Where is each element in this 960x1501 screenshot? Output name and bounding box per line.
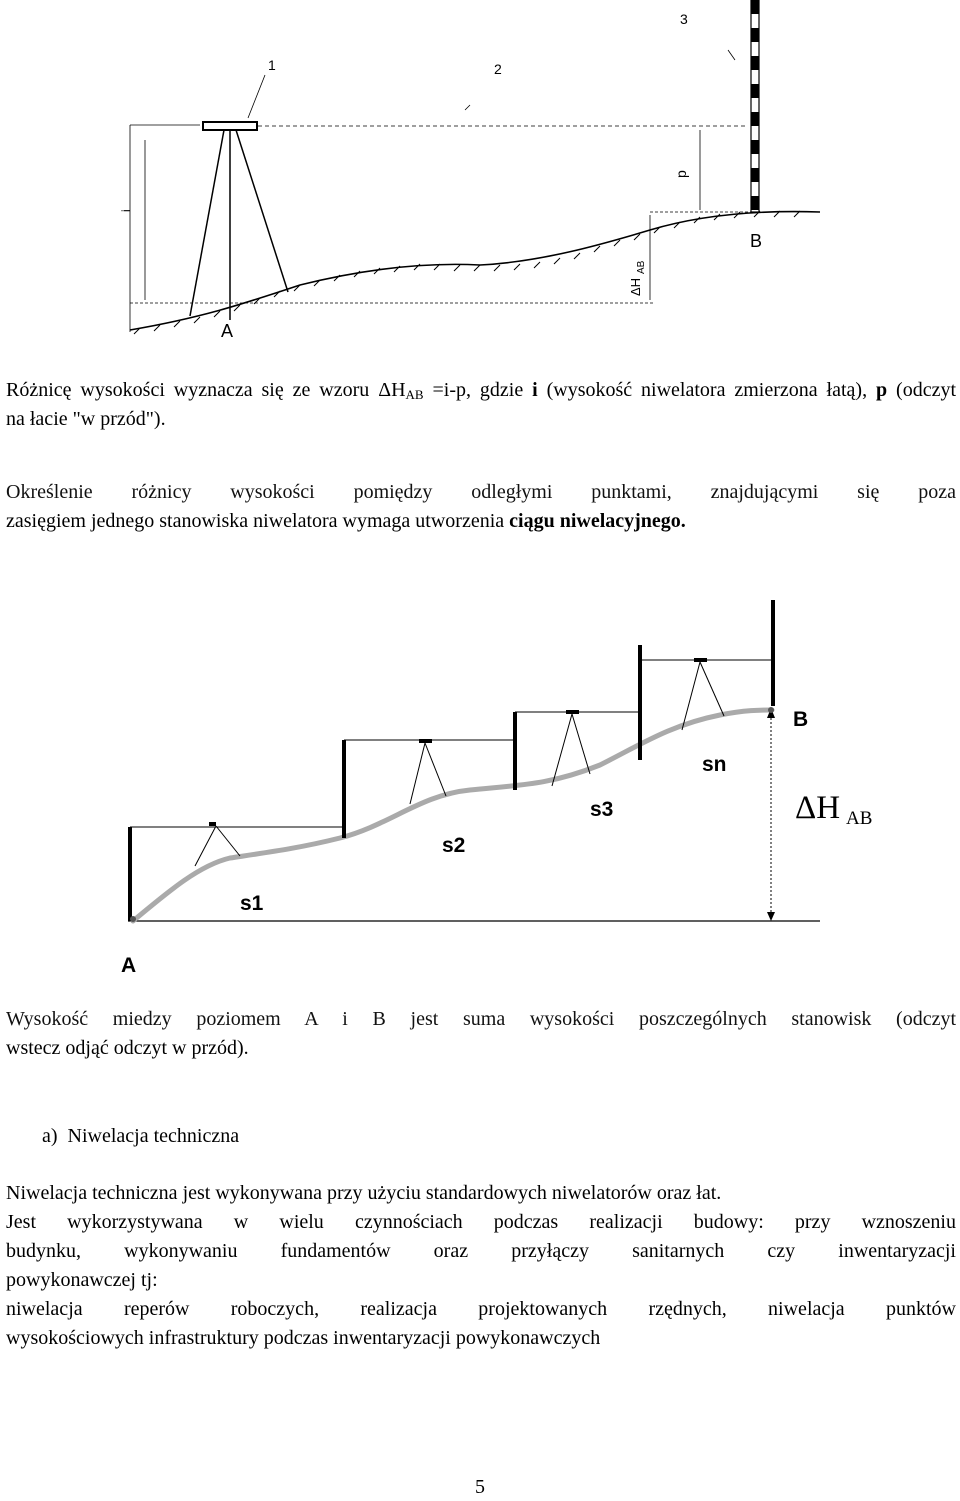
- traverse-paragraph-cont: zasięgiem jednego stanowiska niwelatora wymaga utworzenia ciągu niwelacyjnego.: [6, 510, 686, 532]
- formula-paragraph: Różnicę wysokości wyznacza się ze wzoru $\Delta H_{AB} =i-p$, gdzie i (wysokość niwelatora zmierzona łatą), p (odczyt: [6, 379, 957, 402]
- label-3: 3: [680, 11, 688, 27]
- section-heading: [42, 1122, 960, 1151]
- label-dh-sub: AB: [846, 808, 873, 829]
- sum-paragraph: Wysokość miedzy poziomem A i B jest suma wysokości poszczególnych stanowisk (odczyt: [6, 1008, 956, 1030]
- label-2: 2: [494, 61, 502, 77]
- label-sn: sn: [702, 753, 727, 776]
- leveling-diagram-single: [0, 0, 960, 345]
- technical-leveling-paragraph-4: powykonawczej tj:: [6, 1269, 158, 1291]
- traverse-paragraph: Określenie różnicy wysokości pomiędzy odległymi punktami, znajdującymi się poza: [6, 481, 956, 503]
- label-dh-sub: AB: [636, 260, 647, 274]
- section-marker: a): [42, 1125, 58, 1147]
- label-s3: s3: [590, 798, 614, 821]
- label-point-b: B: [793, 708, 809, 731]
- technical-leveling-paragraph-6: wysokościowych infrastruktury podczas inwentaryzacji powykonawczych: [6, 1327, 601, 1349]
- label-point-b: B: [750, 231, 763, 251]
- label-point-a: A: [221, 321, 234, 341]
- technical-leveling-paragraph: Niwelacja techniczna jest wykonywana przy użyciu standardowych niwelatorów oraz łat.: [6, 1182, 722, 1204]
- label-s2: s2: [442, 834, 466, 857]
- label-i: i: [119, 209, 133, 212]
- label-1: 1: [268, 57, 276, 73]
- traverse-term: ciągu niwelacyjnego.: [509, 510, 686, 532]
- label-s1: s1: [240, 892, 264, 915]
- section-title: Niwelacja techniczna: [67, 1125, 240, 1147]
- technical-leveling-paragraph-5: niwelacja reperów roboczych, realizacja projektowanych rzędnych, niwelacja punktów: [6, 1298, 956, 1320]
- leveling-traverse-diagram: [0, 590, 960, 980]
- label-p: p: [673, 170, 689, 178]
- delta-h-symbol: ΔH: [378, 379, 406, 401]
- sum-paragraph-cont: wstecz odjąć odczyt w przód).: [6, 1037, 249, 1059]
- technical-leveling-paragraph-3: budynku, wykonywaniu fundamentów oraz przyłączy sanitarnych czy inwentaryzacji: [6, 1240, 956, 1262]
- label-dh: ΔH: [628, 277, 643, 296]
- technical-leveling-paragraph-2: Jest wykorzystywana w wielu czynnościach podczas realizacji budowy: przy wznoszeniu: [6, 1211, 956, 1233]
- label-point-a: A: [121, 954, 137, 977]
- label-dh: ΔH: [795, 790, 841, 826]
- page-number: 5: [475, 1476, 485, 1498]
- formula-paragraph-cont: na łacie "w przód").: [6, 408, 166, 430]
